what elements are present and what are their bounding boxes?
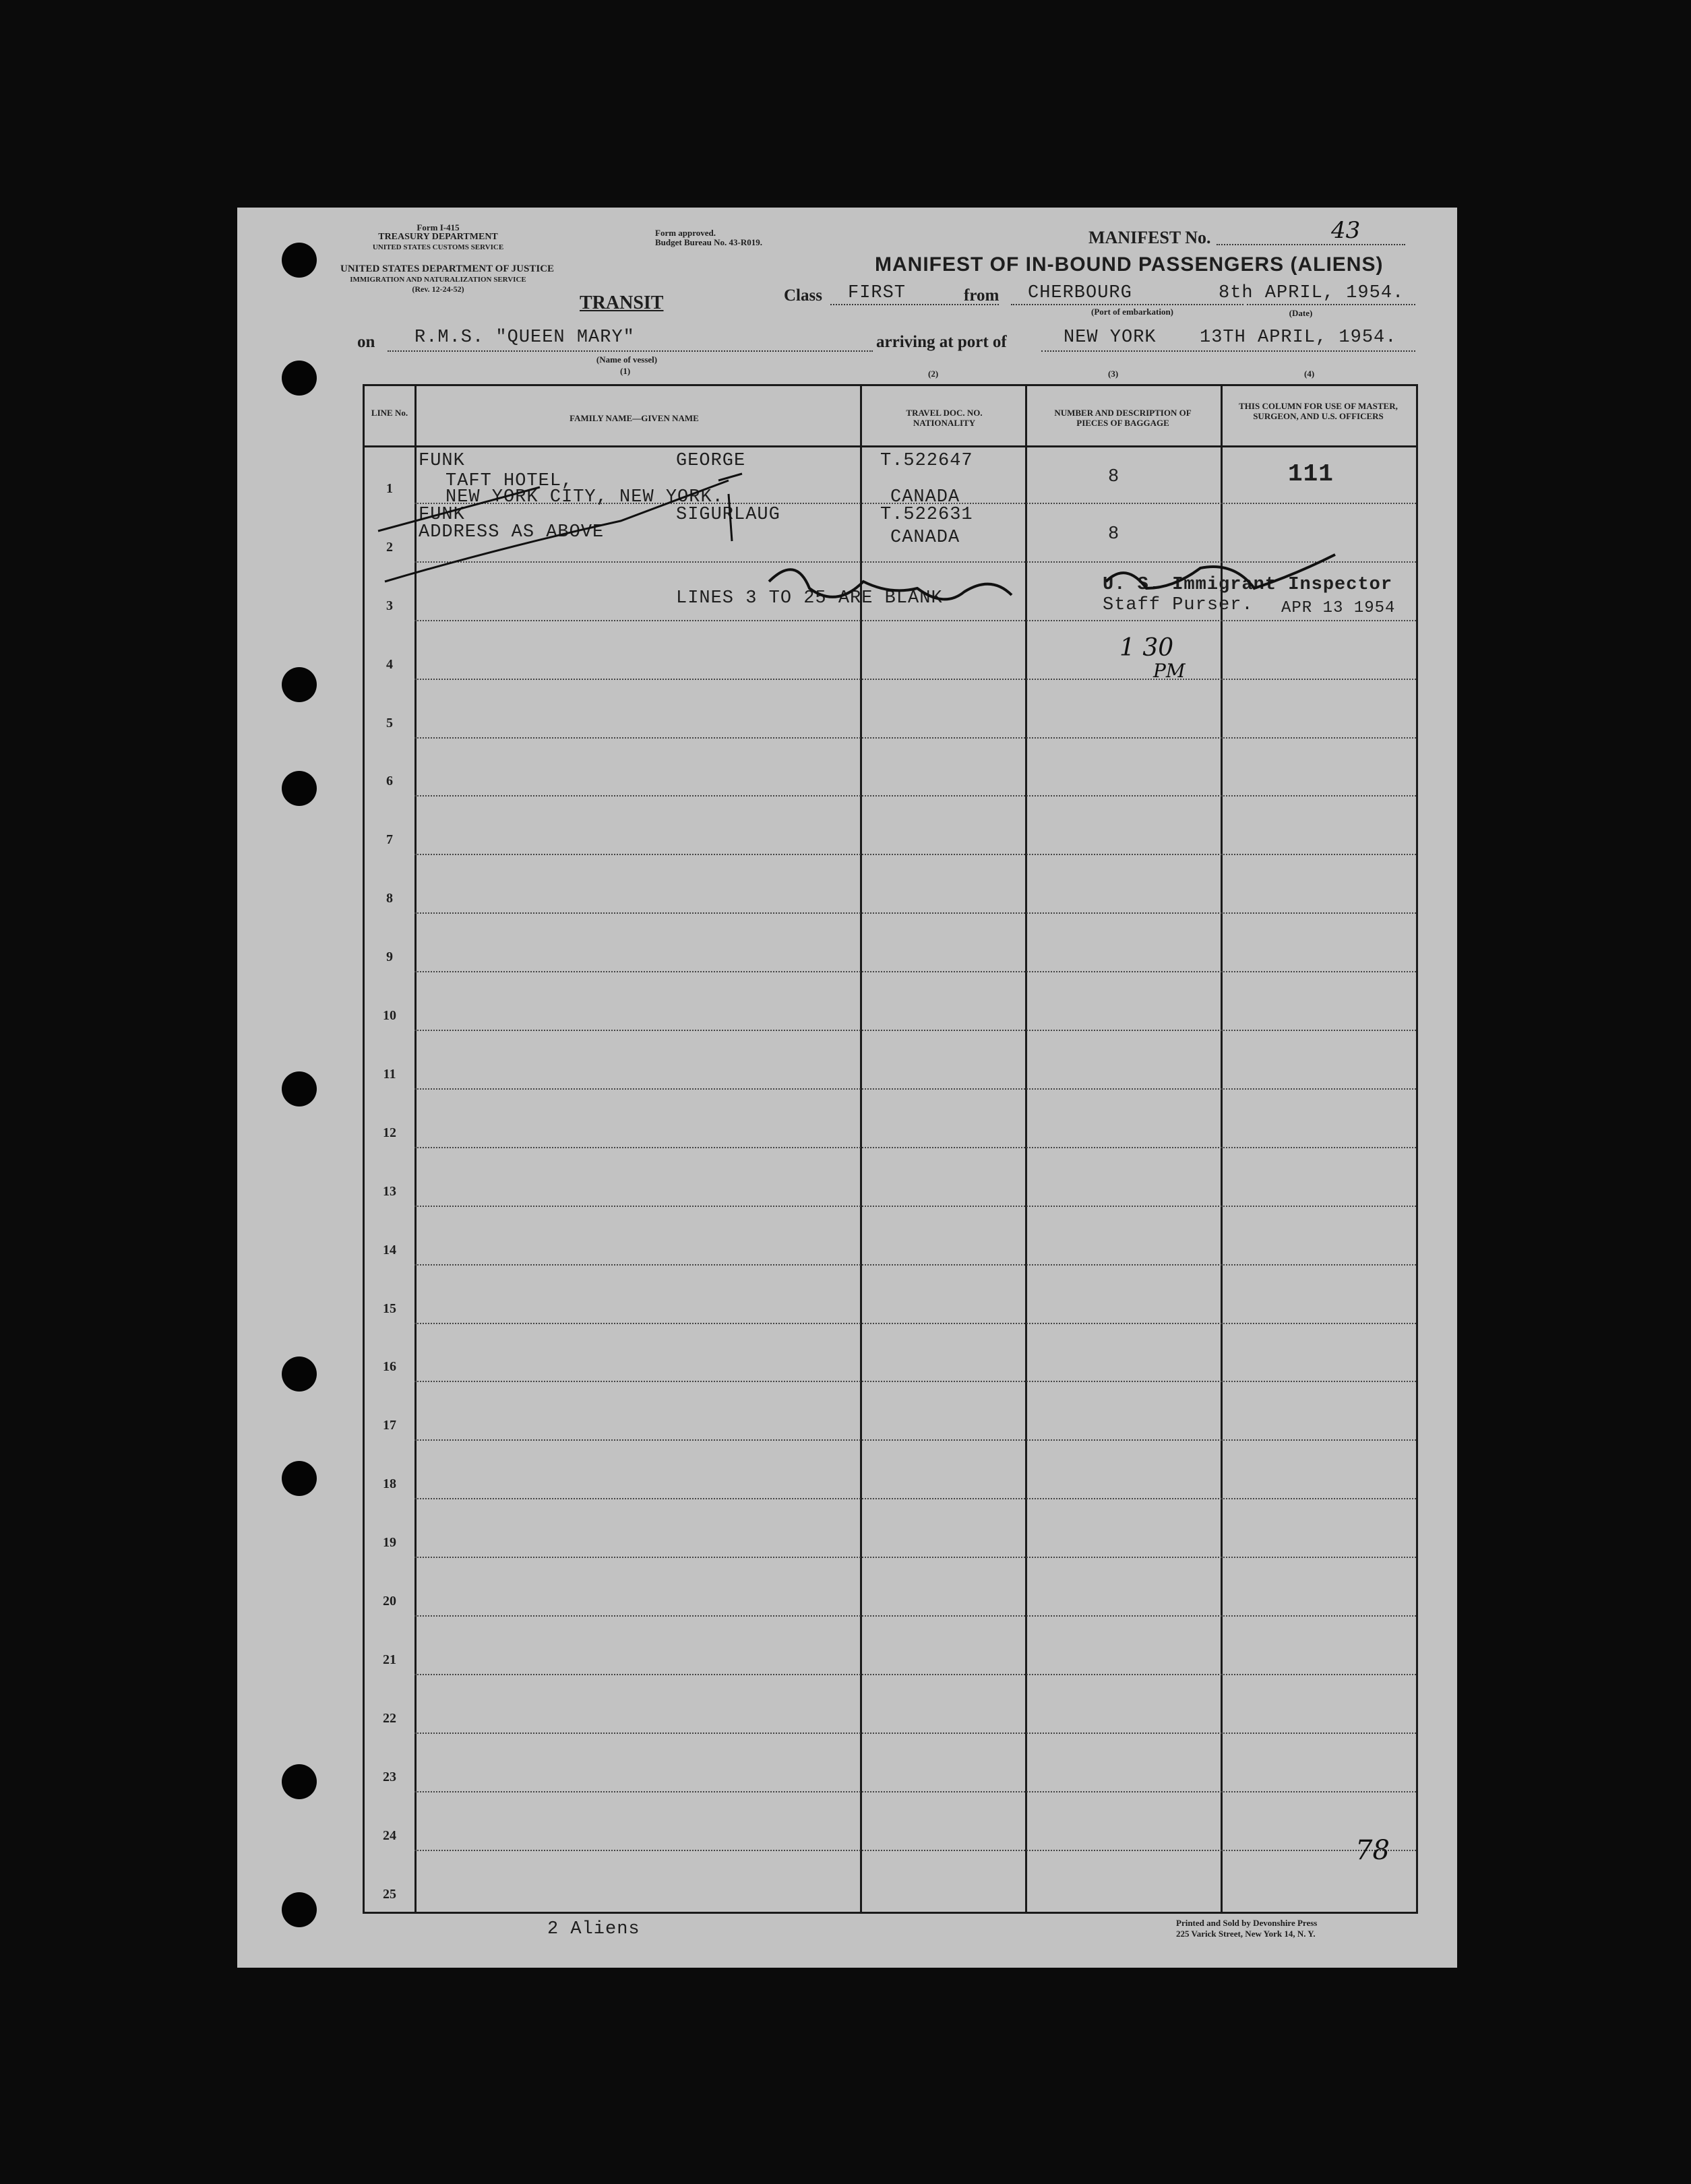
alien-total: 2 Aliens [547, 1919, 640, 1939]
passenger-table [363, 384, 1418, 1914]
binder-hole [282, 771, 317, 806]
header-baggage: NUMBER AND DESCRIPTION OF PIECES OF BAGGAGE [1054, 408, 1192, 428]
column-number-4: (4) [1304, 369, 1315, 379]
on-label: on [357, 333, 375, 351]
binder-hole [282, 1764, 317, 1799]
row2-given-name: SIGURLAUG [676, 505, 780, 525]
row2-baggage: 8 [1108, 524, 1120, 544]
row-divider [414, 1439, 1416, 1441]
row1-given-name: GEORGE [676, 451, 746, 471]
date-caption: (Date) [1289, 308, 1313, 318]
row1-officer-mark: 111 [1288, 460, 1334, 488]
row-divider [414, 1264, 1416, 1266]
row-divider [414, 1147, 1416, 1148]
row-divider [414, 1674, 1416, 1675]
line-number: 12 [383, 1125, 396, 1140]
row1-address-1: TAFT HOTEL, [445, 471, 574, 491]
row-divider [414, 1206, 1416, 1207]
arrival-time-mark: 1 30 [1119, 634, 1174, 662]
row1-nationality: CANADA [890, 487, 960, 507]
arriving-label: arriving at port of [876, 333, 1007, 351]
column-number-3: (3) [1108, 369, 1119, 379]
vessel-name: R.M.S. "QUEEN MARY" [414, 327, 635, 348]
line-number: 5 [386, 715, 393, 730]
port-caption: (Port of embarkation) [1090, 307, 1174, 317]
row1-family-name: FUNK [419, 451, 465, 471]
line-number: 15 [383, 1301, 396, 1316]
column-number-2: (2) [928, 369, 939, 379]
form-number: Form I-415 [417, 222, 460, 232]
column-number-1: (1) [620, 366, 631, 376]
line-number: 7 [386, 832, 393, 848]
line-number: 3 [386, 598, 393, 613]
binder-hole [282, 1892, 317, 1927]
page-mark: 78 [1355, 1835, 1390, 1866]
printer-line-2: 225 Varick Street, New York 14, N. Y. [1176, 1929, 1316, 1939]
row-divider [414, 1498, 1416, 1499]
revision-label: (Rev. 12-24-52) [412, 284, 464, 294]
justice-label: UNITED STATES DEPARTMENT OF JUSTICE [340, 263, 555, 274]
transit-label: TRANSIT [580, 292, 664, 313]
row-divider [414, 971, 1416, 972]
row2-family-name: FUNK [419, 505, 465, 525]
customs-label: UNITED STATES CUSTOMS SERVICE [372, 243, 504, 251]
line-number: 18 [383, 1476, 396, 1492]
row-divider [414, 1030, 1416, 1031]
row1-address-2: NEW YORK CITY, NEW YORK. [445, 487, 724, 507]
class-label: Class [784, 286, 822, 305]
class-value: FIRST [848, 283, 906, 303]
row2-nationality: CANADA [890, 528, 960, 548]
row2-address: ADDRESS AS ABOVE [419, 522, 605, 542]
binder-hole [282, 667, 317, 702]
row-divider [414, 854, 1416, 855]
row-divider [414, 1850, 1416, 1851]
inspection-stamp-date: APR 13 1954 [1281, 599, 1396, 617]
vessel-caption: (Name of vessel) [596, 354, 658, 365]
line-number: 4 [386, 656, 393, 672]
from-label: from [964, 286, 1000, 305]
line-number: 24 [383, 1828, 396, 1843]
line-number: 17 [383, 1418, 396, 1433]
handwritten-marks [365, 386, 1416, 689]
header-line-no: LINE No. [371, 408, 408, 418]
binder-hole [282, 243, 317, 278]
ins-label: IMMIGRATION AND NATURALIZATION SERVICE [350, 276, 526, 284]
row1-baggage: 8 [1108, 467, 1120, 487]
printer-line-1: Printed and Sold by Devonshire Press [1176, 1918, 1318, 1928]
embarkation-date: 8th APRIL, 1954. [1219, 283, 1405, 303]
row-divider [414, 1088, 1416, 1090]
arrival-port: NEW YORK [1064, 327, 1157, 348]
line-number: 1 [386, 480, 393, 496]
row1-travel-doc: T.522647 [880, 451, 973, 471]
row-divider [414, 795, 1416, 797]
line-number: 2 [386, 539, 393, 555]
row-divider [414, 1733, 1416, 1734]
line-number: 22 [383, 1710, 396, 1726]
header-officers: THIS COLUMN FOR USE OF MASTER, SURGEON, AND U.S. OFFICERS [1239, 401, 1398, 421]
line-number: 20 [383, 1594, 396, 1609]
row-divider [414, 912, 1416, 914]
embarkation-port: CHERBOURG [1028, 283, 1132, 303]
immigrant-inspector: U. S. Immigrant Inspector [1103, 575, 1393, 595]
header-travel-doc: TRAVEL DOC. NO. NATIONALITY [906, 408, 983, 428]
row-divider [414, 1791, 1416, 1792]
header-name: FAMILY NAME—GIVEN NAME [570, 413, 699, 423]
line-number: 16 [383, 1359, 396, 1375]
staff-purser: Staff Purser. [1103, 595, 1254, 615]
line-number: 25 [383, 1886, 396, 1902]
manifest-title: MANIFEST OF IN-BOUND PASSENGERS (ALIENS) [875, 253, 1384, 276]
arrival-time-suffix: PM [1153, 660, 1186, 682]
line-number: 9 [386, 949, 393, 965]
treasury-label: TREASURY DEPARTMENT [378, 232, 498, 242]
blank-lines-note: LINES 3 TO 25 ARE BLANK [676, 588, 943, 609]
line-number: 11 [383, 1066, 396, 1082]
form-approved: Form approved. [655, 228, 716, 238]
row-divider [414, 1323, 1416, 1324]
line-number: 19 [383, 1535, 396, 1551]
binder-hole [282, 1461, 317, 1496]
row-divider [414, 1615, 1416, 1617]
manifest-number: 43 [1331, 217, 1361, 244]
line-number: 21 [383, 1652, 396, 1667]
manifest-no-label: MANIFEST No. [1088, 228, 1211, 247]
line-number: 14 [383, 1242, 396, 1257]
line-number: 13 [383, 1183, 396, 1199]
arrival-date: 13TH APRIL, 1954. [1200, 327, 1397, 348]
binder-hole [282, 1356, 317, 1392]
binder-hole [282, 361, 317, 396]
row2-travel-doc: T.522631 [880, 505, 973, 525]
row-divider [414, 1557, 1416, 1558]
line-number: 10 [383, 1008, 396, 1023]
line-number: 23 [383, 1769, 396, 1784]
binder-hole [282, 1071, 317, 1106]
budget-bureau: Budget Bureau No. 43-R019. [655, 237, 763, 247]
row-divider [414, 1381, 1416, 1382]
line-number: 6 [386, 774, 393, 789]
row-divider [414, 737, 1416, 739]
line-number: 8 [386, 891, 393, 906]
